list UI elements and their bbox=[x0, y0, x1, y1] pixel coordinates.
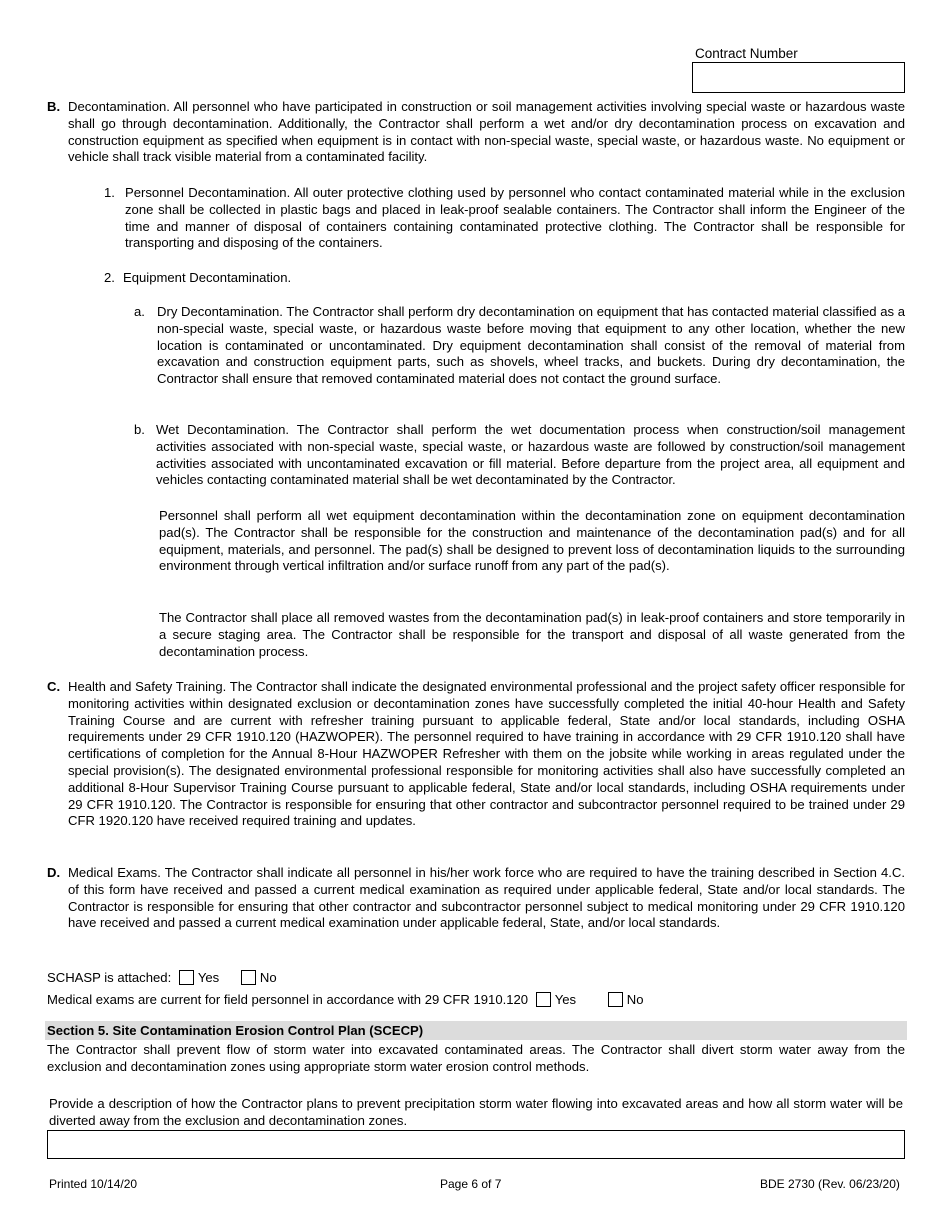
contract-number-label: Contract Number bbox=[695, 46, 798, 61]
item-2b-para-3-text: The Contractor shall place all removed wastes from the decontamination pad(s) in leak-proof containers and store temporarily in a secure staging area. The Contractor shall be responsible for the transport and disposal of all waste generated from the decontamination process. bbox=[159, 610, 905, 659]
footer-printed: Printed 10/14/20 bbox=[49, 1177, 138, 1191]
item-2b bbox=[134, 422, 905, 489]
schasp-yes-checkbox[interactable] bbox=[179, 970, 194, 985]
scecp-description-field[interactable] bbox=[47, 1130, 905, 1159]
medical-no-checkbox[interactable] bbox=[608, 992, 623, 1007]
medical-yes-checkbox[interactable] bbox=[536, 992, 551, 1007]
section-b bbox=[47, 99, 905, 166]
item-2a-text: Dry Decontamination. The Contractor shall perform dry decontamination on equipment that has contacted material classified as a non-special waste, special waste, or hazardous waste before moving that equipment to any other location, whether the new location is contaminated or uncontaminated. Dry equipment decontamination shall consist of the removal of material from excavation and construction equipment parts, such as shovels, wheel tracks, and buckets. During dry decontamination, the Contractor shall ensure that removed contaminated material does not contact the ground surface. bbox=[157, 304, 905, 387]
footer-page: Page 6 of 7 bbox=[440, 1177, 502, 1191]
section-5-body bbox=[47, 1042, 905, 1076]
medical-yes-label: Yes bbox=[554, 992, 577, 1007]
item-2 bbox=[104, 270, 905, 287]
section-c bbox=[47, 679, 905, 830]
section-c-text: Health and Safety Training. The Contractor shall indicate the designated environmental professional and the project safety officer responsible for monitoring activities within designated exclusion or decontamination zones have successfully completed the initial 40-hour Health and Safety Training Course and are current with refresher training pursuant to applicable federal, State and/or local standards, including OSHA requirements under 29 CFR 1910.120 (HAZWOPER). The personnel required to have training in accordance with 29 CFR 1910.120 shall have certifications of completion for the Annual 8-Hour HAZWOPER Refresher with them on the jobsite while working in areas regulated under the special provision(s). The designated environmental professional responsible for monitoring activities shall also have successfully completed an additional 8-Hour Supervisor Training Course pursuant to applicable federal, State and/or local standards, including OSHA requirements under 29 CFR 1910.120. The Contractor is responsible for ensuring that other contractor and subcontractor personnel required to be trained under 29 CFR 1920.120 have received required training and updates. bbox=[68, 679, 905, 829]
footer-form-number: BDE 2730 (Rev. 06/23/20) bbox=[760, 1177, 900, 1191]
item-2-number: 2. bbox=[104, 270, 115, 285]
contract-number-field[interactable] bbox=[692, 62, 905, 93]
medical-label: Medical exams are current for field personnel in accordance with 29 CFR 1910.120 bbox=[47, 992, 529, 1007]
section-c-letter: C. bbox=[47, 679, 61, 694]
item-2a bbox=[134, 304, 905, 388]
item-1-number: 1. bbox=[104, 185, 115, 200]
section-b-text: Decontamination. All personnel who have participated in construction or soil management activities involving special waste or hazardous waste shall go through decontamination. Additionally, the Contractor shall perform a wet and/or dry decontamination process on excavation and construction equipment as specified when equipment is in contact with non-special waste, special waste, or hazardous waste. No equipment or vehicle shall track visible material from a contaminated facility. bbox=[68, 99, 905, 165]
medical-row bbox=[47, 992, 644, 1009]
item-2b-para-2 bbox=[159, 508, 905, 575]
section-d bbox=[47, 865, 905, 932]
section-5-text: The Contractor shall prevent flow of storm water into excavated contaminated areas. The Contractor shall divert storm water away from the exclusion and decontamination zones using appropriate storm water erosion control methods. bbox=[47, 1042, 905, 1074]
item-2b-para-2-text: Personnel shall perform all wet equipment decontamination within the decontamination zone on equipment decontamination pad(s). The Contractor shall be responsible for the construction and maintenance of the decontamination pad(s) and for all equipment, materials, and personnel. The pad(s) shall be designed to prevent loss of decontamination liquids to the surrounding environment through vertical infiltration and/or surface runoff from any part of the pad(s). bbox=[159, 508, 905, 574]
schasp-no-label: No bbox=[259, 970, 277, 985]
item-2a-letter: a. bbox=[134, 304, 145, 319]
section-5-prompt-text: Provide a description of how the Contractor plans to prevent precipitation storm water flowing into excavated areas and how all storm water will be diverted away from the exclusion and decontamination zones. bbox=[49, 1096, 903, 1128]
section-5-header: Section 5. Site Contamination Erosion Control Plan (SCECP) bbox=[45, 1021, 907, 1040]
section-d-letter: D. bbox=[47, 865, 61, 880]
schasp-row bbox=[47, 970, 277, 987]
item-1-text: Personnel Decontamination. All outer protective clothing used by personnel who contact contaminated material while in the exclusion zone shall be collected in plastic bags and placed in leak-proof sealable containers. The Contractor shall inform the Engineer of the time and manner of disposal of containers containing contaminated protective clothing. The Contractor shall be responsible for transporting and disposing of the containers. bbox=[125, 185, 905, 251]
item-2-text: Equipment Decontamination. bbox=[123, 270, 292, 285]
section-5-prompt bbox=[49, 1096, 903, 1130]
item-1 bbox=[104, 185, 905, 252]
section-d-text: Medical Exams. The Contractor shall indicate all personnel in his/her work force who are required to have the training described in Section 4.C. of this form have received and passed a current medical examination as required under applicable federal, State and/or local standards. The Contractor is responsible for ensuring that other contractor and subcontractor personnel subject to medical monitoring under 29 CFR 1910.120 have received and passed a current medical examination under applicable federal, State, and/or local standards. bbox=[68, 865, 905, 931]
section-b-letter: B. bbox=[47, 99, 61, 114]
item-2b-text: Wet Decontamination. The Contractor shall perform the wet documentation process when construction/soil management activities associated with non-special waste, special waste, or hazardous waste are followed by construction/soil management activities associated with uncontaminated excavation or fill material. Before departure from the project area, all equipment and vehicles contacting contaminated material shall be wet decontaminated by the Contractor. bbox=[156, 422, 905, 488]
schasp-no-checkbox[interactable] bbox=[241, 970, 256, 985]
schasp-yes-label: Yes bbox=[197, 970, 220, 985]
schasp-label: SCHASP is attached: bbox=[47, 970, 172, 985]
item-2b-para-3 bbox=[159, 610, 905, 660]
medical-no-label: No bbox=[626, 992, 644, 1007]
item-2b-letter: b. bbox=[134, 422, 145, 437]
